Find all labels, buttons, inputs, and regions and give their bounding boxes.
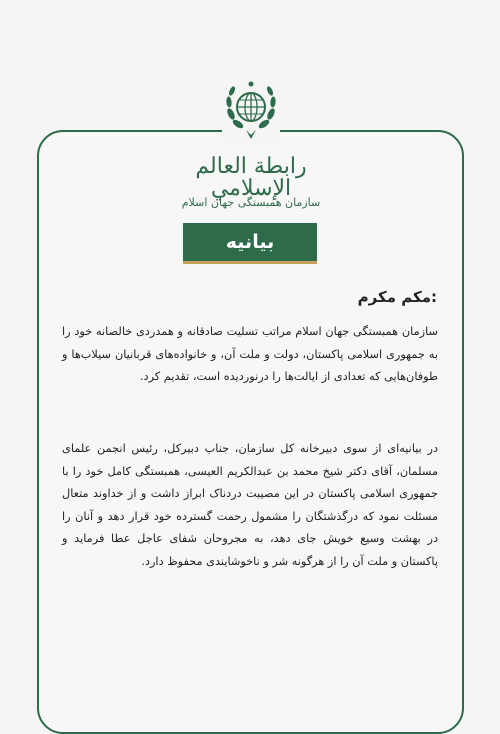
organization-name-arabic: رابطة العالم الإسلامي <box>195 154 307 201</box>
statement-badge: بیانیه <box>183 223 317 264</box>
statement-frame <box>37 130 464 734</box>
salutation: مکم مکرم: <box>357 288 437 306</box>
statement-paragraph: سازمان همبستگی جهان اسلام مراتب تسلیت صادقانه و همدردی خالصانه خود را به جمهوری اسلامی پاکستان، دولت و ملت آن، و خانواده‌های قربانیان سیلاب‌ها و طوفان‌هایی که تعدادی از ایالت‌ها را درنوردیده است، تقدیم کرد. <box>62 325 438 383</box>
organization-name-persian: سازمان همبستگی جهان اسلام <box>181 196 321 209</box>
statement-paragraph: در بیانیه‌ای از سوی دبیرخانه کل سازمان، جناب دبیرکل، رئیس انجمن علمای مسلمان، آقای دکتر شیخ محمد بن عبدالکریم العیسی، همبستگی کامل خود را با جمهوری اسلامی پاکستان در این مصیبت دردناک ابراز داشت و از خداوند متعال مسئلت نمود که درگذشتگان را مشمول رحمت گسترده خود قرار دهد و آنان را در بهشت وسیع خویش جای دهد، به مجروحان شفای عاجل عطا فرماید و پاکستان و ملت آن را از هرگونه شر و ناخوشایندی محفوظ دارد. <box>62 442 438 568</box>
globe-wreath-emblem-icon <box>222 78 280 144</box>
